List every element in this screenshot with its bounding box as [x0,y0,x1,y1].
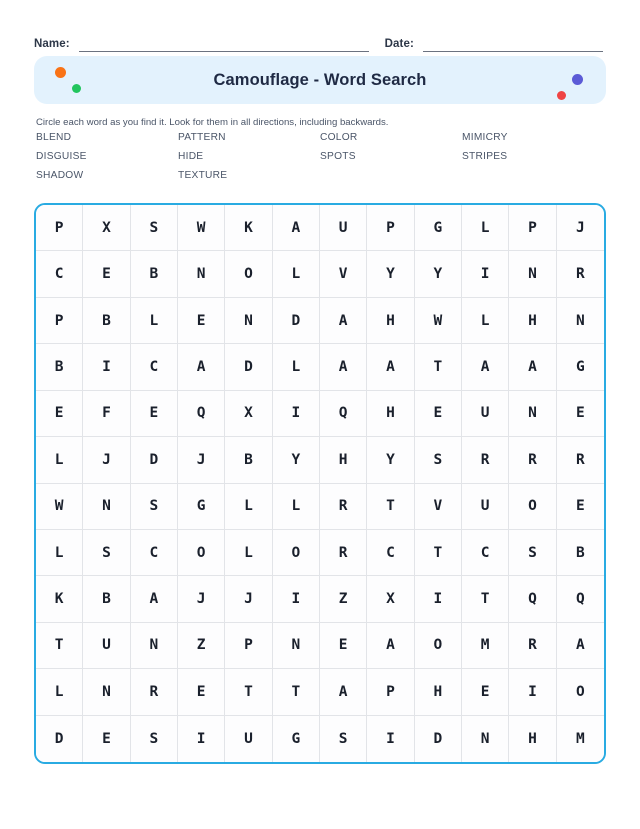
grid-cell-r7-c3[interactable]: S [131,484,178,530]
grid-cell-r11-c8[interactable]: P [367,669,414,715]
title-banner [34,56,606,104]
grid-cell-r5-c7[interactable]: Q [320,391,367,437]
grid-cell-r10-c3[interactable]: N [131,623,178,669]
word-item[interactable]: HIDE [178,151,204,162]
grid-cell-r8-c10[interactable]: C [462,530,509,576]
grid-cell-r6-c5[interactable]: B [225,437,272,483]
grid-cell-r4-c9[interactable]: T [415,344,462,390]
name-date-row [34,30,606,52]
grid-cell-r1-c9[interactable]: G [415,205,462,251]
grid-cell-r10-c12[interactable]: A [557,623,604,669]
grid-cell-r9-c7[interactable]: Z [320,576,367,622]
grid-cell-r11-c1[interactable]: L [36,669,83,715]
grid-cell-r3-c7[interactable]: A [320,298,367,344]
grid-cell-r8-c11[interactable]: S [509,530,556,576]
grid-cell-r4-c10[interactable]: A [462,344,509,390]
grid-cell-r5-c10[interactable]: U [462,391,509,437]
grid-cell-r11-c10[interactable]: E [462,669,509,715]
word-item[interactable]: TEXTURE [178,170,228,181]
grid-cell-r4-c4[interactable]: A [178,344,225,390]
grid-cell-r9-c1[interactable]: K [36,576,83,622]
grid-cell-r8-c3[interactable]: C [131,530,178,576]
grid-cell-r4-c3[interactable]: C [131,344,178,390]
grid-cell-r3-c8[interactable]: H [367,298,414,344]
word-item[interactable]: SPOTS [320,151,356,162]
grid-cell-r7-c1[interactable]: W [36,484,83,530]
grid-cell-r11-c3[interactable]: R [131,669,178,715]
grid-cell-r5-c6[interactable]: I [273,391,320,437]
grid-cell-r10-c7[interactable]: E [320,623,367,669]
grid-cell-r11-c12[interactable]: O [557,669,604,715]
grid-cell-r10-c4[interactable]: Z [178,623,225,669]
grid-cell-r7-c4[interactable]: G [178,484,225,530]
instructions-text: Circle each word as you find it. Look for them in all directions, including backwards. [36,117,389,128]
word-item[interactable]: STRIPES [462,151,508,162]
word-item[interactable]: BLEND [36,132,72,143]
grid-cell-r4-c12[interactable]: G [557,344,604,390]
word-search-grid-container [34,203,606,764]
grid-cell-r4-c2[interactable]: I [83,344,130,390]
grid-cell-r3-c6[interactable]: D [273,298,320,344]
grid-cell-r8-c4[interactable]: O [178,530,225,576]
grid-cell-r6-c4[interactable]: J [178,437,225,483]
grid-cell-r10-c11[interactable]: R [509,623,556,669]
word-list-row [36,131,608,150]
word-item[interactable]: SHADOW [36,170,84,181]
grid-cell-r10-c6[interactable]: N [273,623,320,669]
grid-cell-r2-c3[interactable]: B [131,251,178,297]
grid-cell-r10-c5[interactable]: P [225,623,272,669]
grid-cell-r10-c10[interactable]: M [462,623,509,669]
grid-cell-r4-c6[interactable]: L [273,344,320,390]
grid-cell-r1-c3[interactable]: S [131,205,178,251]
grid-cell-r12-c6[interactable]: G [273,716,320,762]
grid-cell-r7-c11[interactable]: O [509,484,556,530]
word-list-row [36,169,608,188]
grid-cell-r1-c6[interactable]: A [273,205,320,251]
grid-cell-r2-c5[interactable]: O [225,251,272,297]
grid-cell-r12-c3[interactable]: S [131,716,178,762]
grid-cell-r9-c8[interactable]: X [367,576,414,622]
grid-cell-r1-c5[interactable]: K [225,205,272,251]
grid-cell-r5-c3[interactable]: E [131,391,178,437]
date-label: Date: [384,38,414,50]
grid-cell-r5-c1[interactable]: E [36,391,83,437]
grid-cell-r7-c5[interactable]: L [225,484,272,530]
grid-cell-r10-c8[interactable]: A [367,623,414,669]
grid-cell-r6-c7[interactable]: H [320,437,367,483]
grid-cell-r10-c2[interactable]: U [83,623,130,669]
grid-cell-r6-c12[interactable]: R [557,437,604,483]
grid-cell-r12-c12[interactable]: M [557,716,604,762]
grid-cell-r2-c8[interactable]: Y [367,251,414,297]
red-dot-icon [557,91,566,100]
grid-cell-r5-c12[interactable]: E [557,391,604,437]
grid-cell-r2-c1[interactable]: C [36,251,83,297]
grid-cell-r4-c7[interactable]: A [320,344,367,390]
grid-cell-r11-c11[interactable]: I [509,669,556,715]
grid-cell-r6-c1[interactable]: L [36,437,83,483]
grid-cell-r7-c8[interactable]: T [367,484,414,530]
grid-cell-r12-c8[interactable]: I [367,716,414,762]
grid-cell-r6-c10[interactable]: R [462,437,509,483]
grid-cell-r5-c9[interactable]: E [415,391,462,437]
grid-cell-r3-c11[interactable]: H [509,298,556,344]
grid-cell-r12-c2[interactable]: E [83,716,130,762]
grid-cell-r9-c3[interactable]: A [131,576,178,622]
grid-cell-r9-c10[interactable]: T [462,576,509,622]
grid-cell-r8-c8[interactable]: C [367,530,414,576]
grid-cell-r2-c6[interactable]: L [273,251,320,297]
grid-cell-r12-c7[interactable]: S [320,716,367,762]
word-search-grid[interactable] [36,205,604,762]
grid-cell-r8-c12[interactable]: B [557,530,604,576]
grid-cell-r2-c12[interactable]: R [557,251,604,297]
grid-cell-r12-c5[interactable]: U [225,716,272,762]
grid-cell-r9-c5[interactable]: J [225,576,272,622]
grid-cell-r5-c2[interactable]: F [83,391,130,437]
grid-cell-r11-c2[interactable]: N [83,669,130,715]
grid-cell-r1-c4[interactable]: W [178,205,225,251]
grid-cell-r3-c1[interactable]: P [36,298,83,344]
grid-cell-r5-c5[interactable]: X [225,391,272,437]
name-input-line[interactable] [79,37,369,52]
grid-cell-r9-c12[interactable]: Q [557,576,604,622]
grid-cell-r5-c8[interactable]: H [367,391,414,437]
word-list [36,131,608,188]
grid-cell-r11-c5[interactable]: T [225,669,272,715]
grid-cell-r3-c5[interactable]: N [225,298,272,344]
grid-cell-r9-c9[interactable]: I [415,576,462,622]
date-input-line[interactable] [423,37,603,52]
grid-cell-r6-c9[interactable]: S [415,437,462,483]
grid-cell-r3-c12[interactable]: N [557,298,604,344]
grid-cell-r4-c11[interactable]: A [509,344,556,390]
grid-cell-r7-c12[interactable]: E [557,484,604,530]
grid-cell-r1-c8[interactable]: P [367,205,414,251]
grid-cell-r3-c9[interactable]: W [415,298,462,344]
grid-cell-r1-c1[interactable]: P [36,205,83,251]
word-item[interactable]: MIMICRY [462,132,508,143]
grid-cell-r8-c7[interactable]: R [320,530,367,576]
grid-cell-r4-c8[interactable]: A [367,344,414,390]
grid-cell-r12-c1[interactable]: D [36,716,83,762]
grid-cell-r3-c10[interactable]: L [462,298,509,344]
grid-cell-r1-c11[interactable]: P [509,205,556,251]
grid-cell-r12-c10[interactable]: N [462,716,509,762]
grid-cell-r1-c10[interactable]: L [462,205,509,251]
grid-cell-r9-c11[interactable]: Q [509,576,556,622]
grid-cell-r5-c11[interactable]: N [509,391,556,437]
grid-cell-r1-c7[interactable]: U [320,205,367,251]
name-label: Name: [34,38,70,50]
grid-cell-r7-c6[interactable]: L [273,484,320,530]
grid-cell-r7-c9[interactable]: V [415,484,462,530]
blue-dot-icon [572,74,583,85]
page-title: Camouflage - Word Search [213,70,427,89]
grid-cell-r6-c11[interactable]: R [509,437,556,483]
grid-cell-r9-c6[interactable]: I [273,576,320,622]
grid-cell-r7-c2[interactable]: N [83,484,130,530]
grid-cell-r9-c2[interactable]: B [83,576,130,622]
grid-cell-r10-c9[interactable]: O [415,623,462,669]
grid-cell-r4-c1[interactable]: B [36,344,83,390]
grid-cell-r8-c1[interactable]: L [36,530,83,576]
word-item[interactable]: PATTERN [178,132,226,143]
grid-cell-r1-c2[interactable]: X [83,205,130,251]
grid-cell-r7-c7[interactable]: R [320,484,367,530]
grid-cell-r4-c5[interactable]: D [225,344,272,390]
word-list-row [36,150,608,169]
grid-cell-r10-c1[interactable]: T [36,623,83,669]
grid-cell-r1-c12[interactable]: J [557,205,604,251]
grid-cell-r2-c11[interactable]: N [509,251,556,297]
grid-cell-r11-c9[interactable]: H [415,669,462,715]
grid-cell-r7-c10[interactable]: U [462,484,509,530]
grid-cell-r6-c8[interactable]: Y [367,437,414,483]
grid-cell-r5-c4[interactable]: Q [178,391,225,437]
grid-cell-r2-c4[interactable]: N [178,251,225,297]
grid-cell-r6-c2[interactable]: J [83,437,130,483]
grid-cell-r12-c11[interactable]: H [509,716,556,762]
green-dot-icon [72,84,81,93]
grid-cell-r12-c9[interactable]: D [415,716,462,762]
grid-cell-r3-c3[interactable]: L [131,298,178,344]
grid-cell-r8-c9[interactable]: T [415,530,462,576]
grid-cell-r11-c7[interactable]: A [320,669,367,715]
grid-cell-r8-c2[interactable]: S [83,530,130,576]
grid-cell-r11-c6[interactable]: T [273,669,320,715]
word-item[interactable]: DISGUISE [36,151,87,162]
grid-cell-r9-c4[interactable]: J [178,576,225,622]
grid-cell-r12-c4[interactable]: I [178,716,225,762]
grid-cell-r6-c6[interactable]: Y [273,437,320,483]
word-item[interactable]: COLOR [320,132,358,143]
grid-cell-r8-c5[interactable]: L [225,530,272,576]
orange-dot-icon [55,67,66,78]
grid-cell-r2-c2[interactable]: E [83,251,130,297]
grid-cell-r6-c3[interactable]: D [131,437,178,483]
grid-cell-r3-c4[interactable]: E [178,298,225,344]
grid-cell-r2-c10[interactable]: I [462,251,509,297]
grid-cell-r11-c4[interactable]: E [178,669,225,715]
grid-cell-r2-c9[interactable]: Y [415,251,462,297]
grid-cell-r3-c2[interactable]: B [83,298,130,344]
grid-cell-r2-c7[interactable]: V [320,251,367,297]
grid-cell-r8-c6[interactable]: O [273,530,320,576]
